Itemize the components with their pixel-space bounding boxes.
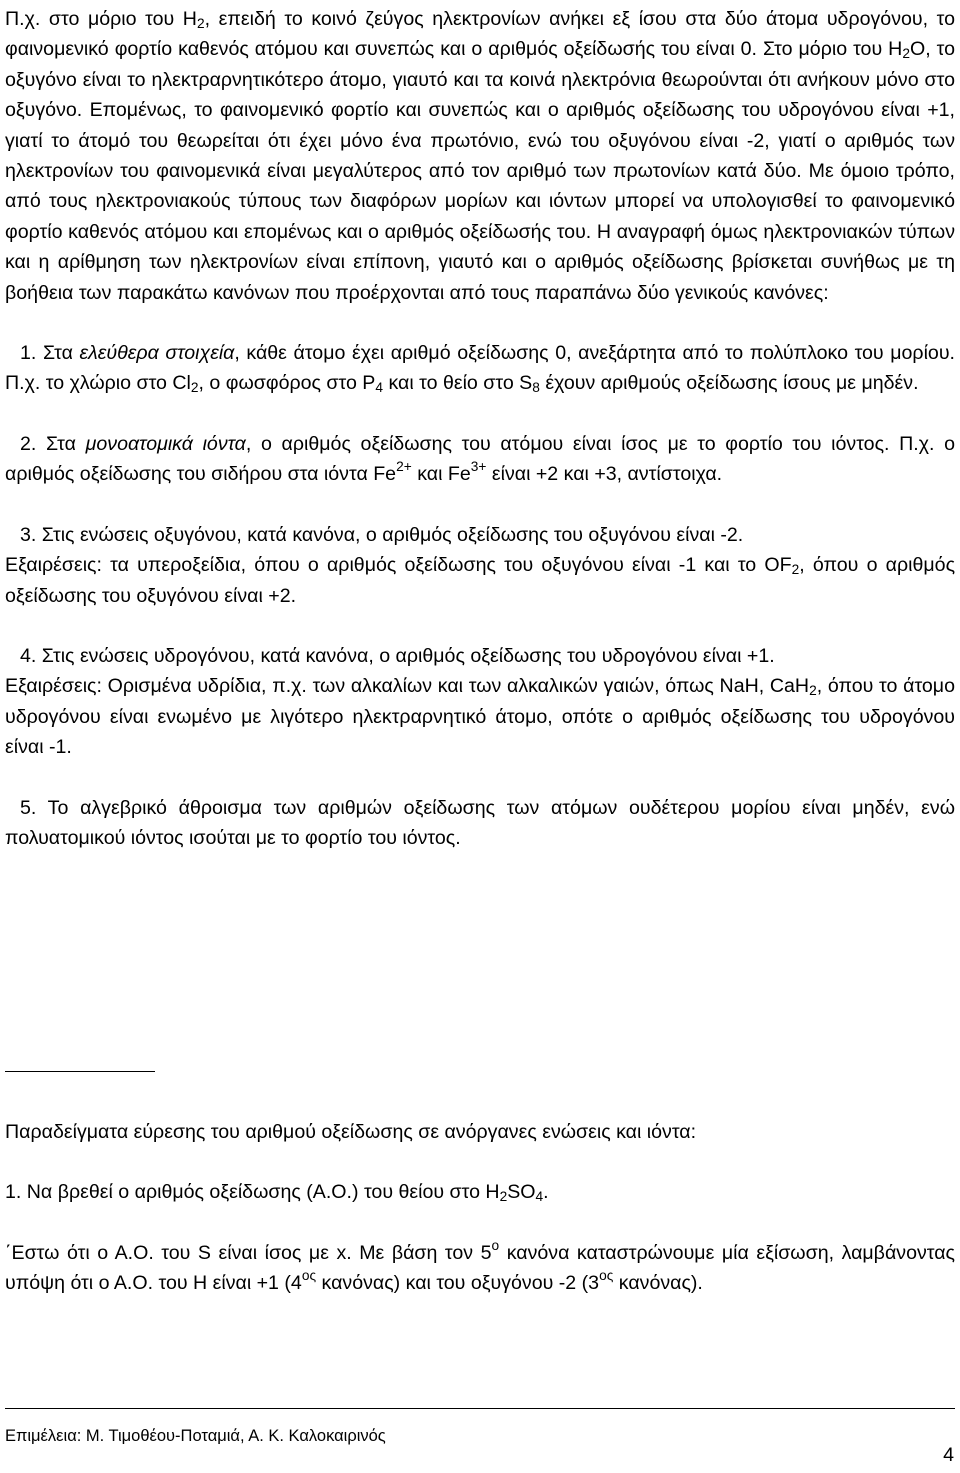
intro-paragraph — [5, 4, 955, 308]
example-1-text: 1. Να βρεθεί ο αριθμός οξείδωσης (Α.Ο.) του θείου στο Η — [5, 1181, 500, 1204]
rule-2-text: 2. Στα — [20, 432, 86, 455]
rule-3-exceptions — [5, 550, 955, 611]
superscript: ος — [599, 1268, 614, 1284]
rule-4-exceptions-text: , όπου το άτομο υδρογόνου είναι ενωμένο με λιγότερο ηλεκτραρνητικό άτομο, οπότε ο αριθμός οξείδωσης του υδρογόνου είναι -1. — [5, 675, 955, 759]
example-1-text: SO — [507, 1181, 536, 1204]
intro-text-2: , επειδή το κοινό ζεύγος ηλεκτρονίων ανήκει εξ ίσου στα δύο άτομα υδρογόνου, το φαινομενικό φορτίο καθενός ατόμου και συνεπώς και ο αριθμός οξείδωσής του είναι 0. Στο μόριο του Η — [5, 8, 956, 61]
rule-1-emphasis: ελεύθερα στοιχεία — [79, 342, 235, 365]
example-1-answer-text: κανόνα καταστρώνουμε μία εξίσωση, λαμβάνοντας υπόψη ότι ο Α.Ο. του Η είναι +1 (4 — [5, 1241, 956, 1295]
example-1-question — [5, 1177, 955, 1207]
superscript: ο — [491, 1237, 500, 1253]
superscript: ος — [301, 1268, 317, 1284]
subscript: 2 — [902, 46, 910, 62]
document-body — [5, 4, 955, 853]
rule-1-text: , ο φωσφόρος στο P — [198, 372, 376, 395]
rule-2-text: , ο αριθμός οξείδωσης του ατόμου είναι ίσος με το φορτίο του ιόντος. Π.χ. ο αριθμός οξείδωσης του σιδήρου στα ιόντα Fe — [5, 432, 956, 486]
subscript: 8 — [532, 380, 540, 396]
rule-3 — [5, 520, 955, 550]
examples-section — [5, 1117, 955, 1299]
rule-3-exceptions-text: , όπου ο αριθμός οξείδωσης του οξυγόνου είναι +2. — [5, 554, 956, 607]
footer-separator — [5, 1408, 955, 1409]
rule-4-exceptions-text: Εξαιρέσεις: Ορισμένα υδρίδια, π.χ. των αλκαλίων και των αλκαλικών γαιών, όπως NaH, CaH — [5, 675, 810, 698]
intro-text-1: Π.χ. στο μόριο του Η — [5, 8, 197, 30]
rule-1 — [5, 338, 955, 399]
rule-2-text: είναι +2 και +3, αντίστοιχα. — [486, 463, 723, 486]
rule-1-text: και το θείο στο S — [383, 372, 533, 395]
rule-1-text: έχουν αριθμούς οξείδωσης ίσους με μηδέν. — [539, 372, 919, 395]
example-1-answer-text: κανόνας) και του οξυγόνου -2 (3 — [316, 1272, 600, 1295]
footer-credits: Επιμέλεια: Μ. Τιμοθέου-Ποταμιά, Α. Κ. Καλοκαιρινός — [5, 1427, 386, 1445]
example-1-text: . — [543, 1181, 549, 1204]
rule-3-text: 3. Στις ενώσεις οξυγόνου, κατά κανόνα, ο αριθμός οξείδωσης του οξυγόνου είναι -2. — [20, 523, 744, 546]
subscript: 4 — [375, 380, 384, 396]
rule-3-exceptions-text: Εξαιρέσεις: τα υπεροξείδια, όπου ο αριθμός οξείδωσης του οξυγόνου είναι -1 και το OF — [5, 554, 792, 577]
separator-short — [5, 1071, 155, 1072]
example-1-answer-text: ΄Εστω ότι ο Α.Ο. του S είναι ίσος με x. Με βάση τον 5 — [5, 1241, 492, 1264]
example-1-answer-text: κανόνας). — [613, 1272, 703, 1295]
rule-4-text: 4. Στις ενώσεις υδρογόνου, κατά κανόνα, ο αριθμός οξείδωσης του υδρογόνου είναι +1. — [20, 644, 775, 667]
subscript: 2 — [499, 1189, 508, 1205]
rule-2 — [5, 429, 955, 490]
rule-2-text: και Fe — [411, 463, 471, 486]
subscript: 2 — [196, 16, 205, 31]
example-1-answer — [5, 1238, 955, 1299]
rule-5: 5. Το αλγεβρικό άθροισμα των αριθμών οξείδωσης των ατόμων ουδέτερου μορίου είναι μηδέν, ενώ πολυατομικού ιόντος ισούται με το φορτίο του ιόντος. — [5, 796, 955, 849]
rule-2-emphasis: μονοατομικά ιόντα — [85, 432, 246, 455]
rule-1-text: , κάθε άτομο έχει αριθμό οξείδωσης 0, ανεξάρτητα από το πολύπλοκο του μορίου. Π.χ. το χλώριο στο Cl — [5, 342, 955, 395]
subscript: 4 — [535, 1189, 544, 1205]
rule-4-exceptions — [5, 671, 955, 762]
rule-1-text: 1. Στα — [20, 342, 80, 365]
rule-4 — [5, 641, 955, 671]
superscript: 3+ — [470, 459, 487, 475]
page-number: 4 — [943, 1444, 954, 1466]
intro-text-3: Ο, το οξυγόνο είναι το ηλεκτραρνητικότερο άτομο, γιαυτό και τα κοινά ηλεκτρόνια θεωρούνται ότι ανήκουν μόνο στο οξυγόνο. Επομένως, το φαινομενικό φορτίο και συνεπώς και ο αριθμός οξείδωσης του υδρογόνου είναι +1, γιατί το άτομό του θεωρείται ότι έχει μόνο ένα πρωτόνιο, ενώ του οξυγόνου είναι -2, γιατί ο αριθμός των ηλεκτρονίων του φαινομενικά είναι μεγαλύτερος από τον αριθμό των πρωτονίων κατά δύο. Με όμοιο τρόπο, από τους ηλεκτρονιακούς τύπους των διαφόρων μορίων και ιόντων μπορεί να υπολογισθεί το φαινομενικό φορτίο καθενός ατόμου και επομένως και ο αριθμός οξείδωσής του. Η αναγραφή όμως ηλεκτρονιακών τύπων και η αρίθμηση των ηλεκτρονίων είναι επίπονη, γιαυτό και ο αριθμός οξείδωσης βρίσκεται συνήθως με τη βοήθεια των παρακάτω κανόνων που προέρχονται από τους παραπάνω δύο γενικούς κανόνες: — [5, 38, 955, 304]
subscript: 2 — [791, 562, 800, 578]
subscript: 2 — [809, 683, 817, 699]
subscript: 2 — [190, 380, 199, 396]
superscript: 2+ — [396, 459, 412, 475]
examples-heading: Παραδείγματα εύρεσης του αριθμού οξείδωσης σε ανόργανες ενώσεις και ιόντα: — [5, 1121, 697, 1143]
